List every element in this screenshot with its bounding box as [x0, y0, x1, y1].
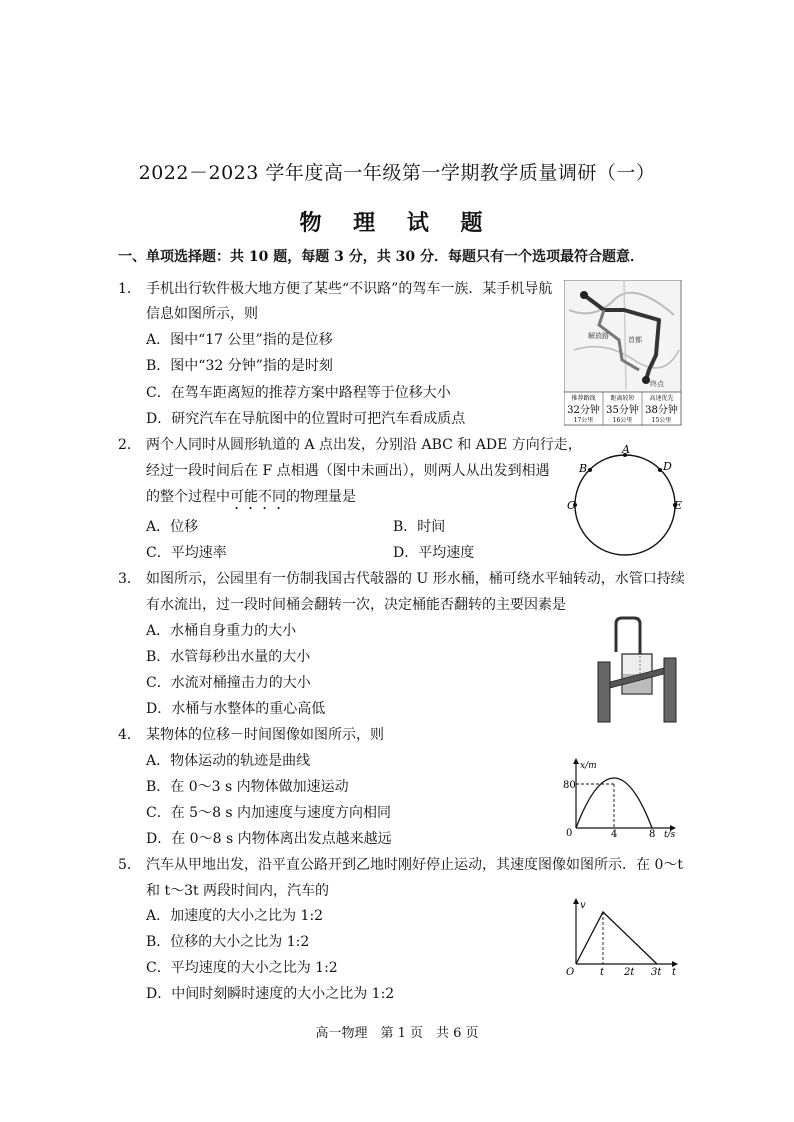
q4-x-tick-4: 4 — [611, 829, 618, 840]
q4-number: 4． — [118, 727, 141, 743]
q2-point-d: D — [663, 460, 672, 473]
q2-circle-track-diagram — [566, 444, 684, 564]
q2-point-c: C — [567, 499, 576, 512]
q1-plan3-time: 38分钟 — [645, 405, 678, 416]
q4-x-tick-8: 8 — [649, 829, 656, 840]
q2-option-c: C．平均速率 — [146, 545, 227, 561]
q4-x-axis-label: t/s — [664, 830, 676, 840]
q2-number: 2． — [118, 437, 141, 453]
q4-stem-line1: 某物体的位移－时间图像如图所示，则 — [146, 727, 384, 743]
q4-option-b: B．在 0～3 s 内物体做加速运动 — [146, 779, 349, 795]
q1-plan1-dist: 17公里 — [573, 417, 594, 424]
q4-option-d: D．在 0～8 s 内物体离出发点越来越远 — [146, 831, 392, 847]
q4-origin-label: 0 — [566, 828, 573, 839]
q2-stem-line3: 的整个过程中可能不同的物理量是 — [146, 489, 356, 505]
q2-point-e: E — [674, 499, 683, 512]
q3-option-b: B．水管每秒出水量的大小 — [146, 649, 311, 665]
q5-origin-label: O — [566, 967, 575, 978]
q1-option-c: C．在驾车距离短的推荐方案中路程等于位移大小 — [146, 385, 451, 401]
q5-x-tick-t: t — [600, 967, 605, 978]
q2-option-a: A．位移 — [146, 519, 199, 535]
q5-number: 5． — [118, 857, 141, 873]
q5-stem-line1: 汽车从甲地出发，沿平直公路开到乙地时刚好停止运动，其速度图像如图所示．在 0～t — [146, 857, 683, 873]
page-title: 2022－2023 学年度高一年级第一学期教学质量调研（一） — [138, 162, 656, 184]
q4-option-c: C．在 5～8 s 内加速度与速度方向相同 — [146, 805, 392, 821]
q5-option-b: B．位移的大小之比为 1:2 — [146, 934, 310, 950]
q3-number: 3． — [118, 571, 141, 587]
q3-stem-line1: 如图所示，公园里有一仿制我国古代敧器的 U 形水桶，桶可绕水平轴转动，水管口持续 — [146, 571, 685, 587]
q1-plan1-tag: 推荐路线 — [571, 395, 596, 402]
q1-map-label-mid: 终点 — [650, 380, 664, 388]
section-heading: 一、单项选择题：共 10 题，每题 3 分，共 30 分．每题只有一个选项最符合题意． — [118, 249, 644, 265]
q2-point-a: A — [622, 444, 630, 456]
q1-plan3-dist: 15公里 — [651, 417, 672, 424]
q4-option-a: A．物体运动的轨迹是曲线 — [146, 753, 311, 769]
q4-position-time-graph — [560, 756, 684, 840]
q2-stem-line1: 两个人同时从圆形轨道的 A 点出发，分别沿 ABC 和 ADE 方向行走， — [146, 437, 582, 453]
q3-option-d: D．水桶与水整体的重心高低 — [146, 701, 326, 717]
q5-stem-line2: 和 t～3t 两段时间内，汽车的 — [146, 883, 330, 899]
q1-plan3-tag: 高速优先 — [649, 395, 674, 402]
q3-water-bucket-illustration — [594, 616, 680, 724]
q5-y-axis-label: v — [580, 900, 586, 911]
q5-x-axis-label: t — [672, 967, 677, 978]
q2-point-b: B — [579, 462, 588, 475]
q5-option-c: C．平均速度的大小之比为 1:2 — [146, 960, 338, 976]
q1-plan2-time: 35分钟 — [606, 405, 639, 416]
q1-option-b: B．图中“32 分钟”指的是时刻 — [146, 358, 333, 374]
q5-option-a: A．加速度的大小之比为 1:2 — [146, 908, 324, 924]
q1-navigation-map — [564, 280, 682, 426]
q1-map-label-top: 首都 — [628, 336, 642, 344]
q5-option-d: D．中间时刻瞬时速度的大小之比为 1:2 — [146, 986, 395, 1002]
q1-option-d: D．研究汽车在导航图中的位置时可把汽车看成质点 — [146, 411, 466, 427]
q5-velocity-time-graph — [562, 896, 684, 978]
q3-option-a: A．水桶自身重力的大小 — [146, 623, 297, 639]
q3-stem-line2: 有水流出，过一段时间桶会翻转一次，决定桶能否翻转的主要因素是 — [146, 597, 566, 613]
q1-plan1-time: 32分钟 — [567, 405, 600, 416]
q1-number: 1． — [118, 281, 141, 297]
page-footer: 高一物理 第 1 页 共 6 页 — [315, 1026, 479, 1041]
q5-x-tick-2t: 2t — [624, 967, 635, 978]
q4-y-axis-label: x/m — [580, 761, 597, 771]
q1-stem-line2: 信息如图所示，则 — [146, 306, 258, 322]
q2-option-b: B．时间 — [393, 519, 446, 535]
q4-y-tick-80: 80 — [563, 780, 576, 791]
page-subtitle: 物 理 试 题 — [299, 210, 495, 236]
q2-stem-line2: 经过一段时间后在 F 点相遇（图中未画出），则两人从出发到相遇 — [146, 463, 550, 479]
q1-map-label-left: 解放路 — [588, 332, 609, 340]
q5-x-tick-3t: 3t — [651, 967, 662, 978]
q3-option-c: C．水流对桶撞击力的大小 — [146, 675, 311, 691]
q1-option-a: A．图中“17 公里”指的是位移 — [146, 332, 333, 348]
q1-stem-line1: 手机出行软件极大地方便了某些“不识路”的驾车一族．某手机导航 — [146, 281, 553, 297]
q2-option-d: D．平均速度 — [393, 545, 475, 561]
q1-plan2-dist: 16公里 — [612, 417, 633, 424]
q1-plan2-tag: 距离较短 — [610, 395, 635, 402]
